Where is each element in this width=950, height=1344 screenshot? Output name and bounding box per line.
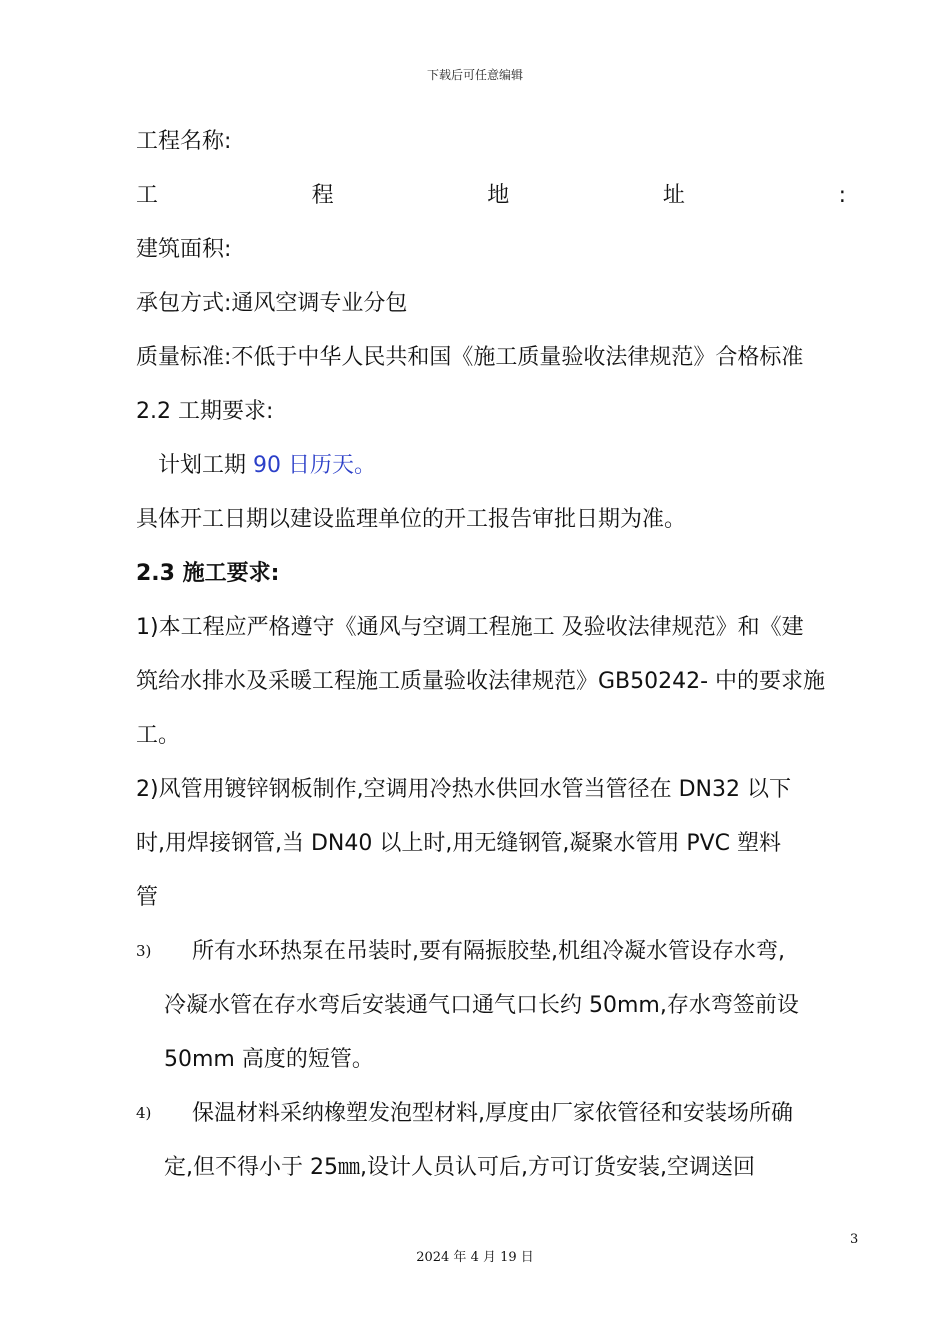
project-name-label: 工程名称: xyxy=(136,129,232,154)
requirement-1-line: 工。 xyxy=(136,723,181,748)
requirement-4-line: 定,但不得小于 25㎜,设计人员认可后,方可订货安装,空调送回 xyxy=(164,1155,755,1180)
building-area-label: 建筑面积: xyxy=(136,237,232,262)
requirement-3-number: 3) xyxy=(136,942,152,960)
requirement-1-line: 1)本工程应严格遵守《通风与空调工程施工 及验收法律规范》和《建 xyxy=(136,615,804,640)
schedule-heading: 2.2 工期要求: xyxy=(136,399,274,424)
requirement-2-line: 2)风管用镀锌钢板制作,空调用冷热水供回水管当管径在 DN32 以下 xyxy=(136,777,791,802)
requirement-3-line: 50mm 高度的短管。 xyxy=(164,1047,374,1072)
planned-duration-value: 90 日历天。 xyxy=(253,453,376,478)
requirement-2-line: 管 xyxy=(136,885,159,910)
contract-method: 承包方式:通风空调专业分包 xyxy=(136,291,408,316)
planned-duration-prefix: 计划工期 xyxy=(158,453,253,478)
address-char: 址 xyxy=(662,183,685,208)
requirement-1-line: 筑给水排水及采暖工程施工质量验收法律规范》GB50242- 中的要求施 xyxy=(136,669,826,694)
requirement-4-line: 保温材料采纳橡塑发泡型材料,厚度由厂家依管径和安装场所确 xyxy=(192,1101,793,1126)
footer-date: 2024 年 4 月 19 日 xyxy=(416,1250,534,1265)
page-header: 下载后可任意编辑 xyxy=(426,68,523,82)
project-address-label xyxy=(136,181,846,211)
requirement-4-number: 4) xyxy=(136,1104,152,1122)
address-char: : xyxy=(838,183,846,208)
address-char: 程 xyxy=(311,183,334,208)
quality-standard: 质量标准:不低于中华人民共和国《施工质量验收法律规范》合格标准 xyxy=(136,345,804,370)
requirements-heading: 2.3 施工要求: xyxy=(136,561,280,586)
page-number: 3 xyxy=(850,1232,859,1247)
address-char: 地 xyxy=(487,183,510,208)
requirement-2-line: 时,用焊接钢管,当 DN40 以上时,用无缝钢管,凝聚水管用 PVC 塑料 xyxy=(136,831,782,856)
start-date-note: 具体开工日期以建设监理单位的开工报告审批日期为准。 xyxy=(136,507,687,532)
requirement-3-line: 所有水环热泵在吊装时,要有隔振胶垫,机组冷凝水管设存水弯, xyxy=(192,939,785,964)
requirement-3-line: 冷凝水管在存水弯后安装通气口通气口长约 50mm,存水弯签前设 xyxy=(164,993,799,1018)
planned-duration xyxy=(158,451,376,481)
address-char: 工 xyxy=(136,183,159,208)
